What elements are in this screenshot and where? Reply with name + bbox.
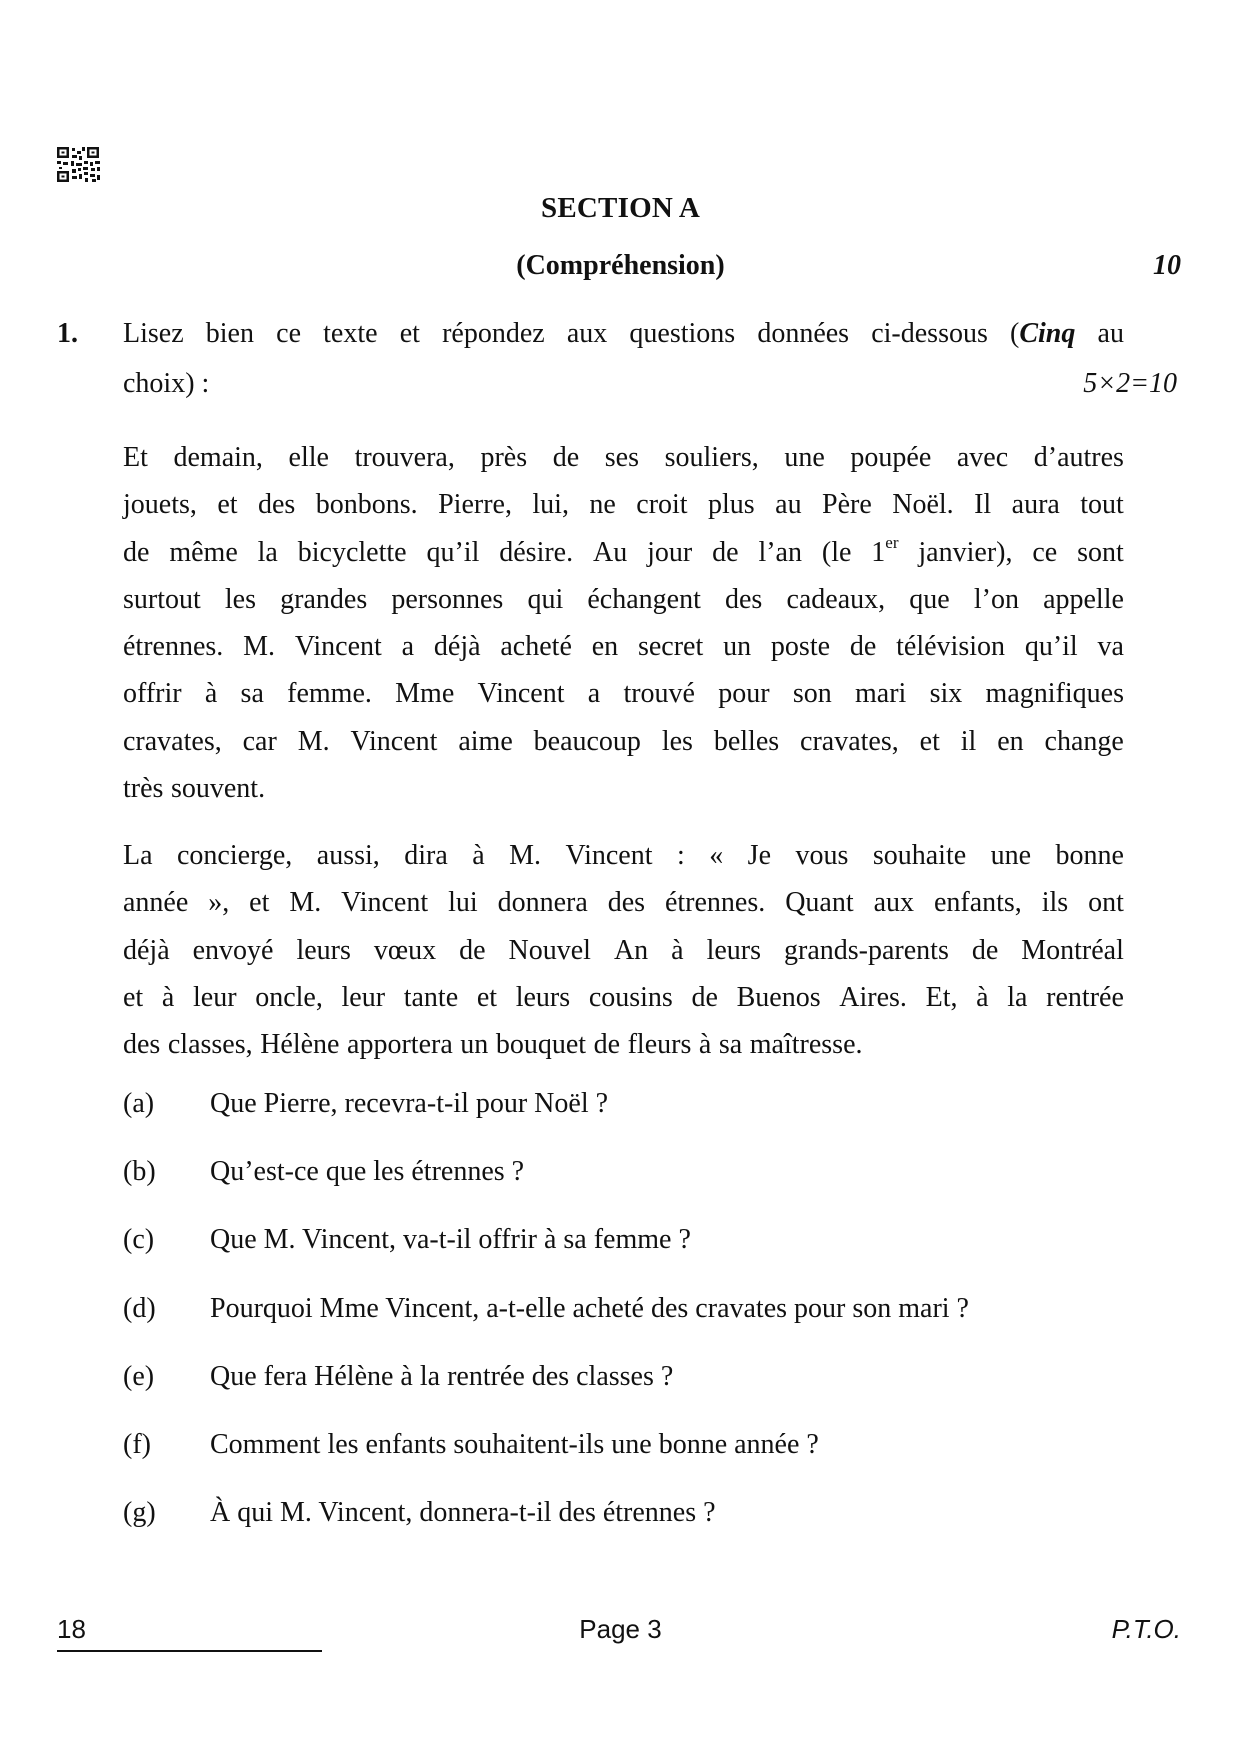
passage-line: déjà envoyé leurs vœux de Nouvel An à leurs grands-parents de Montréal bbox=[123, 934, 1124, 966]
passage-line: de même la bicyclette qu’il désire. Au jour de l’an (le 1er janvier), ce sont bbox=[123, 532, 1124, 568]
sub-question-letter: (a) bbox=[123, 1088, 155, 1119]
question-marks: 5×2=10 bbox=[1083, 368, 1177, 399]
sub-question-letter: (g) bbox=[123, 1497, 156, 1529]
passage-line: surtout les grandes personnes qui échangent des cadeaux, que l’on appelle bbox=[123, 583, 1124, 615]
footer-pto: P.T.O. bbox=[1111, 1614, 1181, 1644]
footer-code: 18 bbox=[57, 1614, 86, 1644]
sub-question-text: Comment les enfants souhaitent-ils une bonne année ? bbox=[210, 1429, 819, 1460]
sub-question-letter: (c) bbox=[123, 1224, 155, 1256]
passage-paragraph-1 bbox=[123, 434, 1124, 812]
sub-question-text: Qu’est-ce que les étrennes ? bbox=[210, 1156, 525, 1188]
passage-line: La concierge, aussi, dira à M. Vincent : « Je vous souhaite une bonne bbox=[123, 840, 1124, 871]
passage-line: offrir à sa femme. Mme Vincent a trouvé pour son mari six magnifiques bbox=[123, 678, 1124, 710]
passage-paragraph-2 bbox=[123, 832, 1124, 1068]
sub-question-text: Que Pierre, recevra-t-il pour Noël ? bbox=[210, 1088, 609, 1119]
passage-line: et à leur oncle, leur tante et leurs cousins de Buenos Aires. Et, à la rentrée bbox=[123, 981, 1124, 1013]
sub-question-letter: (b) bbox=[123, 1156, 156, 1188]
footer-page-number: Page 3 bbox=[579, 1614, 662, 1644]
passage-line: étrennes. M. Vincent a déjà acheté en secret un poste de télévision qu’il va bbox=[123, 631, 1124, 663]
instruction-emphasis: Cinq bbox=[1019, 318, 1076, 349]
sub-question-letter: (e) bbox=[123, 1360, 155, 1392]
sub-question-text: Pourquoi Mme Vincent, a-t-elle acheté des cravates pour son mari ? bbox=[210, 1292, 969, 1324]
passage-line: jouets, et des bonbons. Pierre, lui, ne croit plus au Père Noël. Il aura tout bbox=[123, 489, 1124, 521]
section-marks: 10 bbox=[1153, 250, 1181, 281]
sub-question-letter: (d) bbox=[123, 1292, 156, 1324]
section-title: SECTION A bbox=[541, 192, 700, 224]
question-instruction-line2: choix) : bbox=[123, 368, 210, 399]
section-subtitle: (Compréhension) bbox=[516, 250, 725, 281]
sub-question-text: À qui M. Vincent, donnera-t-il des étrennes ? bbox=[210, 1497, 716, 1529]
question-number: 1. bbox=[57, 318, 78, 349]
sub-question-letter: (f) bbox=[123, 1429, 151, 1460]
sub-question-text: Que M. Vincent, va-t-il offrir à sa femme ? bbox=[210, 1224, 691, 1256]
qr-code-icon bbox=[57, 147, 101, 183]
question-instruction-line1: Lisez bien ce texte et répondez aux questions données ci-dessous (Cinq au bbox=[123, 318, 1124, 349]
passage-line: année », et M. Vincent lui donnera des étrennes. Quant aux enfants, ils ont bbox=[123, 887, 1124, 919]
passage-line: des classes, Hélène apportera un bouquet de fleurs à sa maîtresse. bbox=[123, 1029, 863, 1061]
passage-line: cravates, car M. Vincent aime beaucoup les belles cravates, et il en change bbox=[123, 725, 1124, 757]
passage-line: très souvent. bbox=[123, 773, 266, 805]
footer-rule bbox=[57, 1650, 322, 1652]
passage-line: Et demain, elle trouvera, près de ses souliers, une poupée avec d’autres bbox=[123, 442, 1124, 473]
sub-question-text: Que fera Hélène à la rentrée des classes ? bbox=[210, 1360, 674, 1392]
